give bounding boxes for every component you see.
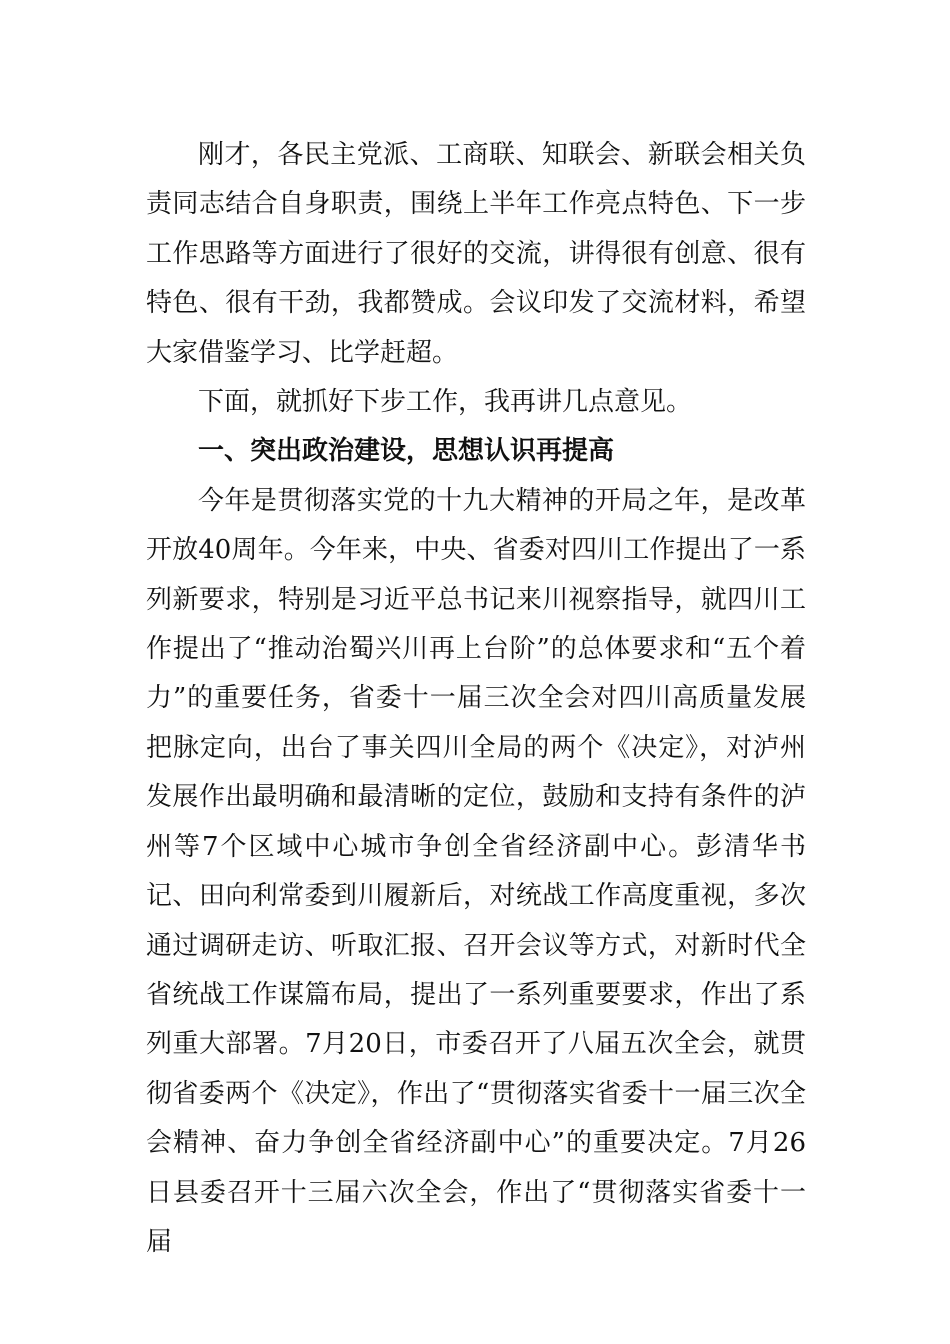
section-heading-1: 一、突出政治建设，思想认识再提高	[198, 436, 615, 467]
document-body	[146, 131, 806, 1267]
paragraph-transition: 下面，就抓好下步工作，我再讲几点意见。	[198, 387, 693, 418]
paragraph-intro: 刚才，各民主党派、工商联、知联会、新联会相关负责同志结合自身职责，围绕上半年工作亮点特色、下一步工作思路等方面进行了很好的交流，讲得很有创意、很有特色、很有干劲，我都赞成。会议印发了交流材料，希望大家借鉴学习、比学赶超。	[146, 140, 806, 368]
paragraph-section-1-body: 今年是贯彻落实党的十九大精神的开局之年，是改革开放40周年。今年来，中央、省委对四川工作提出了一系列新要求，特别是习近平总书记来川视察指导，就四川工作提出了“推动治蜀兴川再上台阶”的总体要求和“五个着力”的重要任务，省委十一届三次全会对四川高质量发展把脉定向，出台了事关四川全局的两个《决定》，对泸州发展作出最明确和最清晰的定位，鼓励和支持有条件的泸州等7个区域中心城市争创全省经济副中心。彭清华书记、田向利常委到川履新后，对统战工作高度重视，多次通过调研走访、听取汇报、召开会议等方式，对新时代全省统战工作谋篇布局，提出了一系列重要要求，作出了系列重大部署。7月20日，市委召开了八届五次全会，就贯彻省委两个《决定》，作出了“贯彻落实省委十一届三次全会精神、奋力争创全省经济副中心”的重要决定。7月26日县委召开十三届六次全会，作出了“贯彻落实省委十一届	[146, 485, 806, 1257]
